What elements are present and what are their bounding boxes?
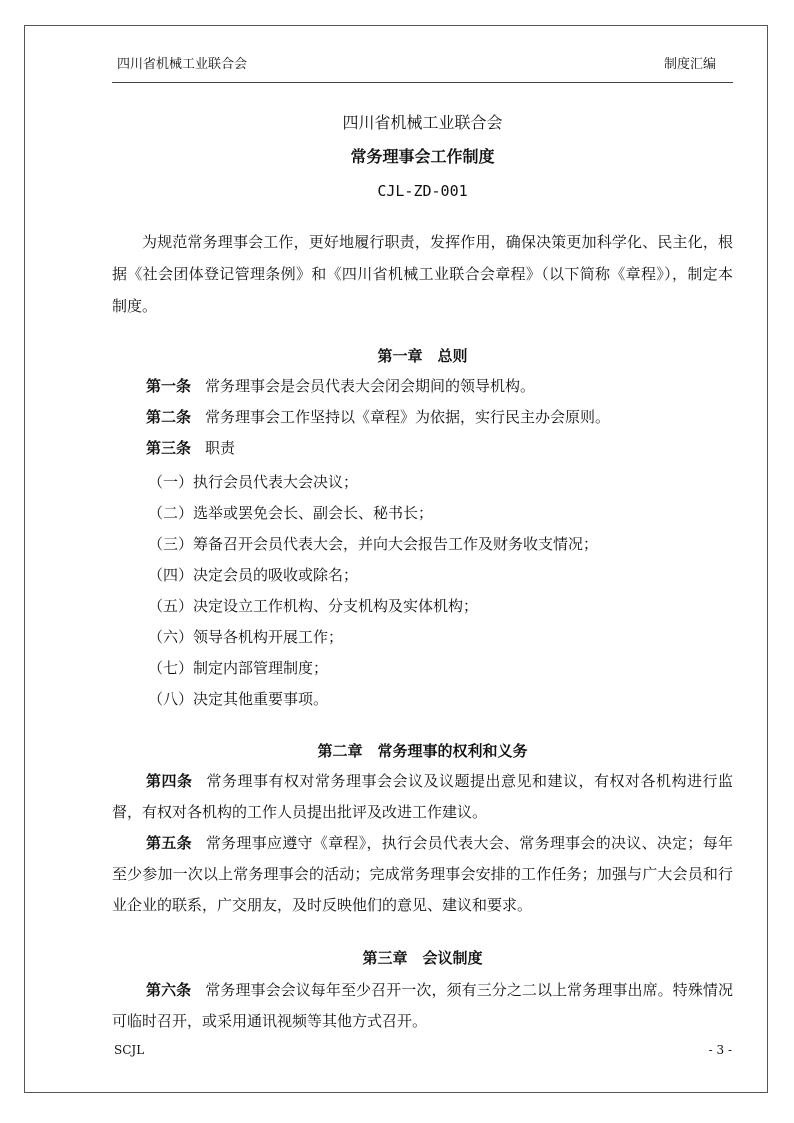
list-item: （二）选举或罢免会长、副会长、秘书长； [148, 504, 434, 522]
footer-code: SCJL [114, 1043, 145, 1057]
article-2 [112, 402, 733, 433]
chapter-2-heading: 第二章 常务理事的权利和义务 [317, 742, 528, 760]
document-org-title: 四川省机械工业联合会 [342, 113, 503, 132]
article-text: 常务理事会是会员代表大会闭会期间的领导机构。 [205, 377, 536, 395]
article-label: 第四条 [146, 772, 193, 790]
article-text: 常务理事应遵守《章程》，执行会员代表大会、常务理事会的决议、决定；每年至少参加一次以上常务理事会的活动；完成常务理事会安排的工作任务；加强与广大会员和行业企业的联系，广交朋友，及时反映他们的意见、建议和要求。 [112, 834, 733, 914]
article-label: 第五条 [146, 834, 192, 852]
list-item: （六）领导各机构开展工作； [148, 628, 344, 646]
article-4 [112, 766, 733, 828]
page-number: - 3 - [708, 1043, 732, 1057]
chapter-3-heading: 第三章 会议制度 [362, 949, 483, 967]
chapter-1-heading: 第一章 总则 [377, 347, 468, 365]
article-5 [112, 828, 733, 921]
intro-paragraph: 为规范常务理事会工作，更好地履行职责，发挥作用，确保决策更加科学化、民主化，根据《社会团体登记管理条例》和《四川省机械工业联合会章程》（以下简称《章程》），制定本制度。 [112, 233, 733, 315]
document-code: CJL-ZD-001 [377, 182, 468, 200]
article-label: 第六条 [146, 981, 192, 999]
article-text: 常务理事会工作坚持以《章程》为依据，实行民主办会原则。 [205, 408, 611, 426]
article-6 [112, 975, 733, 1037]
header-divider [112, 82, 733, 83]
article-text: 职责 [205, 439, 236, 457]
article-3 [112, 433, 733, 464]
list-item: （七）制定内部管理制度； [148, 659, 329, 677]
header-org: 四川省机械工业联合会 [117, 57, 248, 72]
list-item: （五）决定设立工作机构、分支机构及实体机构； [148, 597, 479, 615]
article-label: 第一条 [146, 377, 192, 395]
article-text: 常务理事有权对常务理事会会议及议题提出意见和建议，有权对各机构进行监督，有权对各机构的工作人员提出批评及改进工作建议。 [112, 772, 733, 821]
article-text: 常务理事会会议每年至少召开一次，须有三分之二以上常务理事出席。特殊情况可临时召开，或采用通讯视频等其他方式召开。 [112, 981, 733, 1030]
list-item: （三）筹备召开会员代表大会，并向大会报告工作及财务收支情况； [148, 535, 599, 553]
list-item: （一）执行会员代表大会决议； [148, 473, 359, 491]
document-title: 常务理事会工作制度 [350, 147, 495, 166]
article-1 [112, 371, 733, 402]
list-item: （八）决定其他重要事项。 [148, 690, 329, 708]
article-label: 第三条 [146, 439, 192, 457]
header-section: 制度汇编 [663, 57, 716, 72]
article-label: 第二条 [146, 408, 192, 426]
list-item: （四）决定会员的吸收或除名； [148, 566, 359, 584]
